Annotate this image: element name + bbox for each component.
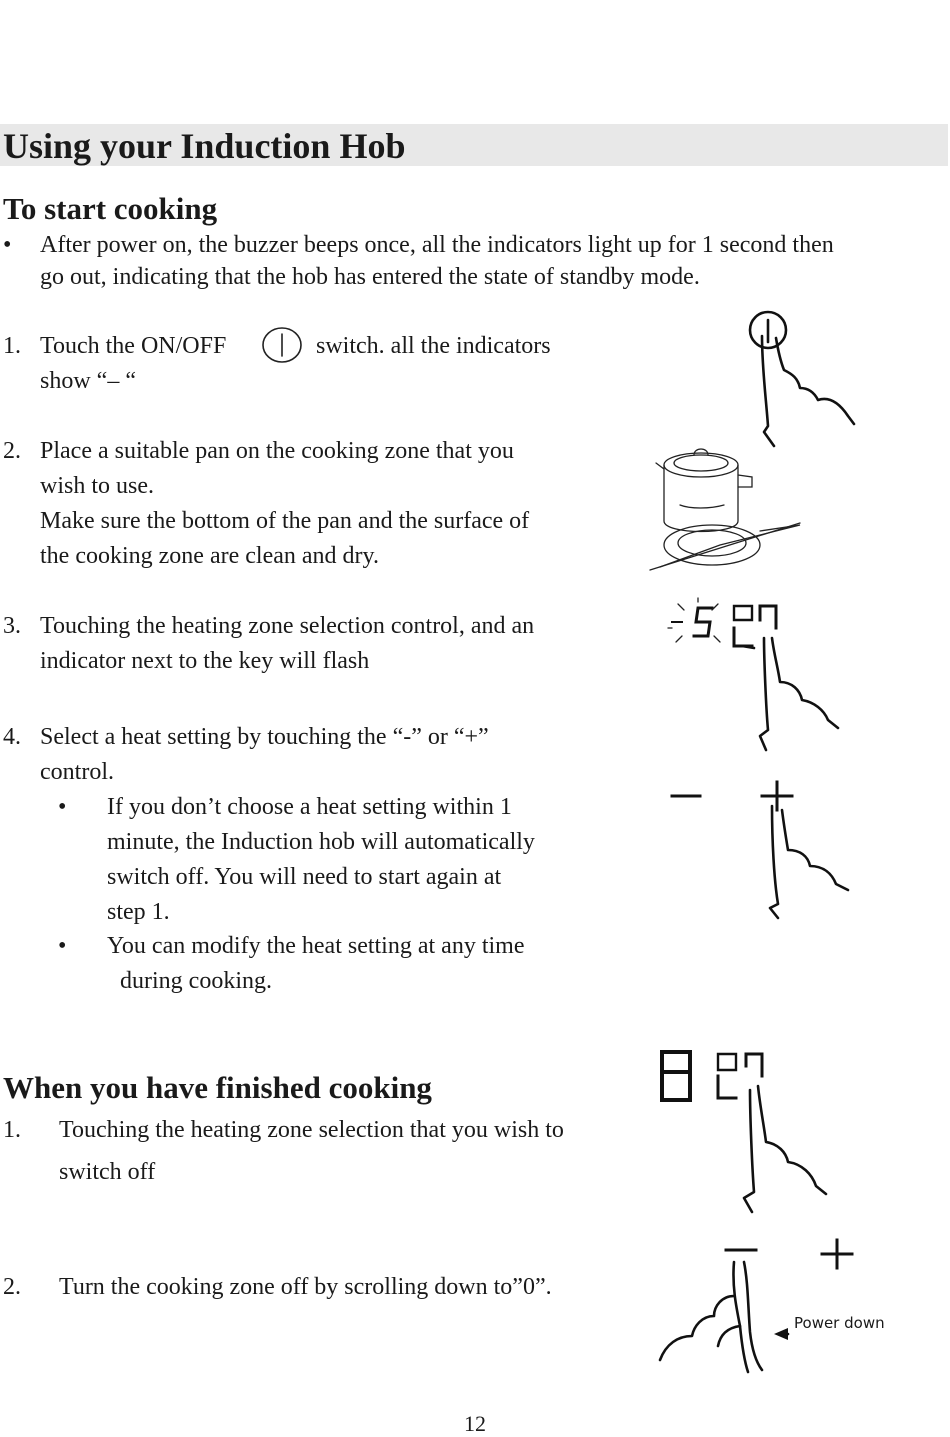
zone-display-8	[656, 1046, 856, 1216]
sub-bullet-2-line-2: during cooking.	[120, 968, 272, 994]
sub-bullet-2-marker: •	[58, 933, 67, 959]
sub-bullet-2-line-1: You can modify the heat setting at any time	[107, 933, 525, 959]
step-3-line-2: indicator next to the key will flash	[40, 648, 370, 674]
pan-on-hob-illustration	[650, 435, 810, 575]
step-1-text-c: show “– “	[40, 368, 136, 394]
step-1-text-b: switch. all the indicators	[316, 333, 551, 359]
step-4-line-1: Select a heat setting by touching the “-” or “+”	[40, 724, 489, 750]
intro-line-2: go out, indicating that the hob has entered the state of standby mode.	[40, 264, 700, 290]
step-4-number: 4.	[3, 724, 21, 750]
finish-step-1-line-1: Touching the heating zone selection that you wish to	[59, 1117, 564, 1143]
power-down-controls	[656, 1236, 888, 1378]
step-2-line-2: wish to use.	[40, 473, 154, 499]
zone-display-flashing	[668, 598, 868, 758]
arrow-left-icon	[774, 1328, 788, 1340]
step-3-line-1: Touching the heating zone selection control, and an	[40, 613, 535, 639]
finish-step-1-line-2: switch off	[59, 1159, 156, 1185]
page-number: 12	[464, 1411, 486, 1436]
step-1-number: 1.	[3, 333, 21, 359]
power-down-label: Power down	[794, 1314, 885, 1332]
step-2-line-3: Make sure the bottom of the pan and the surface of	[40, 508, 530, 534]
step-1-text-a: Touch the ON/OFF	[40, 333, 227, 359]
minus-plus-controls	[668, 780, 868, 920]
finish-step-2-line-1: Turn the cooking zone off by scrolling down to”0”.	[59, 1274, 552, 1300]
step-4-line-2: control.	[40, 759, 114, 785]
intro-bullet: •	[3, 232, 12, 258]
intro-line-1: After power on, the buzzer beeps once, all the indicators light up for 1 second then	[40, 232, 834, 258]
finished-cooking-heading: When you have finished cooking	[3, 1070, 432, 1105]
step-2-line-1: Place a suitable pan on the cooking zone that you	[40, 438, 514, 464]
page-title: Using your Induction Hob	[3, 126, 406, 166]
sub-bullet-1-marker: •	[58, 794, 67, 820]
step-3-number: 3.	[3, 613, 21, 639]
step-2-number: 2.	[3, 438, 21, 464]
sub-bullet-1-line-3: switch off. You will need to start again at	[107, 864, 502, 890]
power-icon	[260, 325, 304, 365]
power-touch-illustration	[740, 308, 865, 450]
finish-step-1-number: 1.	[3, 1117, 21, 1143]
step-2-line-4: the cooking zone are clean and dry.	[40, 543, 379, 569]
sub-bullet-1-line-4: step 1.	[107, 899, 170, 925]
sub-bullet-1-line-1: If you don’t choose a heat setting within 1	[107, 794, 512, 820]
start-cooking-heading: To start cooking	[3, 191, 218, 226]
finish-step-2-number: 2.	[3, 1274, 21, 1300]
sub-bullet-1-line-2: minute, the Induction hob will automatically	[107, 829, 535, 855]
